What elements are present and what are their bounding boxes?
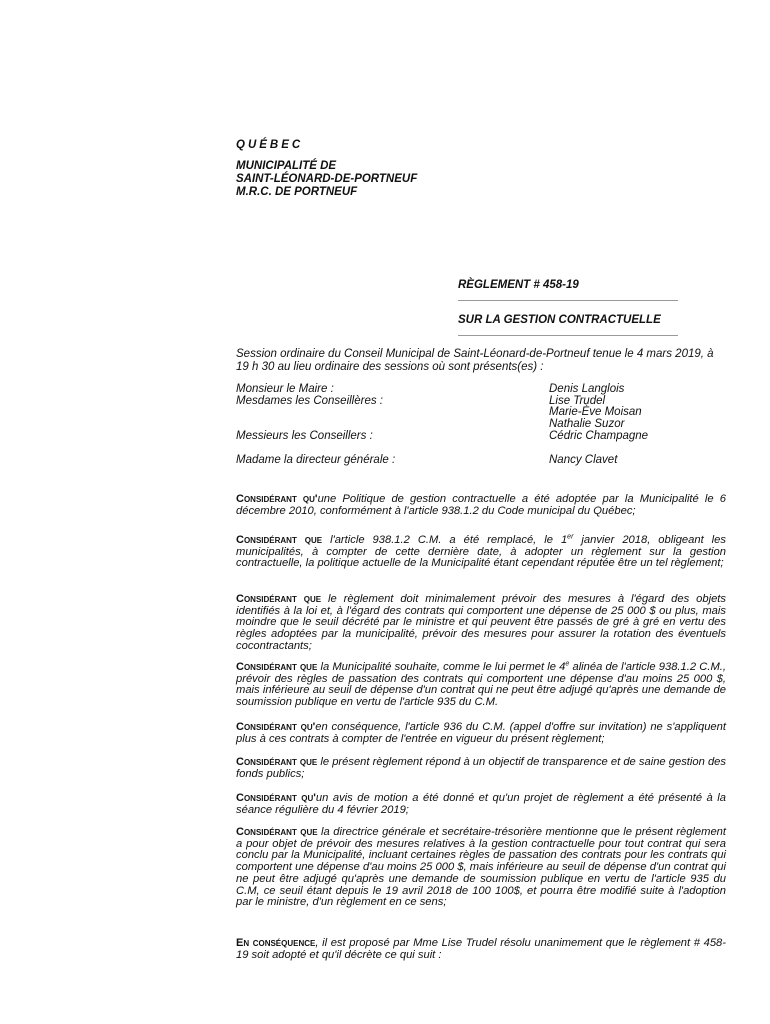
paragraph-text: le présent règlement répond à un objectif de transparence et de saine gestion des fonds publics;: [236, 756, 726, 780]
paragraph-keyword: Considérant que: [236, 593, 322, 605]
paragraph-text: la Municipalité souhaite, comme le lui permet le 4: [317, 661, 566, 673]
councillor-name: Lise Trudel: [549, 395, 606, 407]
whereas-paragraph: [236, 662, 726, 709]
regulation-number: RÈGLEMENT # 458-19: [458, 279, 579, 291]
paragraph-text: en conséquence, l'article 936 du C.M. (appel d'offre sur invitation) ne s'appliquent plus à ces contrats à compter de l'entrée en vigueur du présent règlement;: [236, 721, 726, 745]
superscript: e: [565, 660, 570, 668]
paragraph-text: , il est proposé par Mme Lise Trudel résolu unanimement que le règlement # 458-19 soit adopté et qu'il décrète ce qui suit :: [236, 937, 726, 961]
mayor-label: Monsieur le Maire :: [236, 383, 334, 395]
director-label: Madame la directeur générale :: [236, 454, 396, 466]
municipality-line: SAINT-LÉONARD-DE-PORTNEUF: [236, 173, 418, 185]
municipality-line: M.R.C. DE PORTNEUF: [236, 186, 358, 198]
paragraph-keyword: Considérant que: [236, 756, 318, 768]
mayor-name: Denis Langlois: [549, 383, 625, 395]
municipality-heading: [236, 160, 417, 199]
whereas-paragraph: [236, 757, 726, 780]
municipality-line: MUNICIPALITÉ DE: [236, 160, 337, 172]
superscript: er: [567, 533, 574, 541]
divider-line: [458, 335, 678, 336]
paragraph-text: le règlement doit minimalement prévoir des mesures à l'égard des objets identifiés à la loi et, à l'égard des contrats qui comportent une dépense de 25 000 $ ou plus, mais moindre que le seuil décrété par le ministre et qui peuvent être passés de gré à gré en vertu des règles adoptées par la municipalité, prévoir des mesures pour assurer la rotation des éventuels cocontractants;: [236, 593, 726, 652]
paragraph-keyword: Considérant que: [236, 534, 323, 546]
councillor-name: Nathalie Suzor: [549, 418, 625, 430]
paragraph-text: un avis de motion a été donné et qu'un projet de règlement a été présenté à la séance régulière du 4 février 2019;: [236, 792, 726, 816]
paragraph-keyword: Considérant que: [236, 661, 318, 673]
director-name: Nancy Clavet: [549, 454, 618, 466]
whereas-paragraph: [236, 594, 726, 653]
paragraph-keyword: Considérant que: [236, 826, 318, 838]
councillor-name: Cédric Champagne: [549, 430, 649, 442]
session-statement: Session ordinaire du Conseil Municipal de Saint-Léonard-de-Portneuf tenue le 4 mars 2019, à 19 h 30 au lieu ordinaire des sessions où sont présents(es) :: [236, 348, 714, 373]
paragraph-keyword: Considérant qu': [236, 493, 318, 505]
whereas-paragraph: [236, 722, 726, 745]
whereas-paragraph: [236, 494, 726, 517]
whereas-paragraph: [236, 827, 726, 909]
paragraph-text: l'article 938.1.2 C.M. a été remplacé, le 1: [322, 534, 568, 546]
divider-line: [458, 300, 678, 301]
paragraph-keyword: Considérant qu': [236, 721, 316, 733]
province-heading: QUÉBEC: [236, 139, 304, 151]
whereas-paragraph: [236, 535, 726, 570]
councillor-name: Marie-Ève Moisan: [549, 406, 642, 418]
paragraph-text: la directrice générale et secrétaire-trésorière mentionne que le présent règlement a pour objet de prévoir des mesures relatives à la gestion contractuelle pour tout contrat qui sera conclu par la Municipalité, incluant certaines règles de passation des contrats pour les contrats qui comportent une dépense d'au moins 25 000 $, mais inférieure au seuil de dépense d'un contrat qui ne peut être adjugé qu'après une demande de soumission publique en vertu de l'article 935 du C.M, ce seuil étant depuis le 19 avril 2018 de 100 100$, et pourra être modifié suite à l'adoption par le ministre, d'un règlement en ce sens;: [236, 826, 726, 909]
paragraph-text: janvier 2018, obligeant les municipalités, à compter de cette dernière date, à adopter un règlement sur la gestion contractuelle, la politique actuelle de la Municipalité étant cependant réputée être un tel règlement;: [236, 534, 726, 570]
councillors-f-label: Mesdames les Conseillères :: [236, 395, 384, 407]
paragraph-text: alinéa de l'article 938.1.2 C.M., prévoir des règles de passation des contrats qui comportent une dépense d'au moins 25 000 $, mais inférieure au seuil de dépense d'un contrat qui ne peut être adjugé qu'après une demande de soumission publique en vertu de l'article 935 du C.M.: [236, 661, 726, 709]
resolution-paragraph: [236, 938, 726, 961]
regulation-subject: SUR LA GESTION CONTRACTUELLE: [458, 314, 661, 326]
whereas-paragraph: [236, 793, 726, 816]
paragraph-keyword: En conséquence: [236, 937, 316, 949]
paragraph-keyword: Considérant qu': [236, 792, 316, 804]
paragraph-text: une Politique de gestion contractuelle a été adoptée par la Municipalité le 6 décembre 2010, conformément à l'article 938.1.2 du Code municipal du Québec;: [236, 493, 726, 517]
councillors-m-label: Messieurs les Conseillers :: [236, 430, 373, 442]
